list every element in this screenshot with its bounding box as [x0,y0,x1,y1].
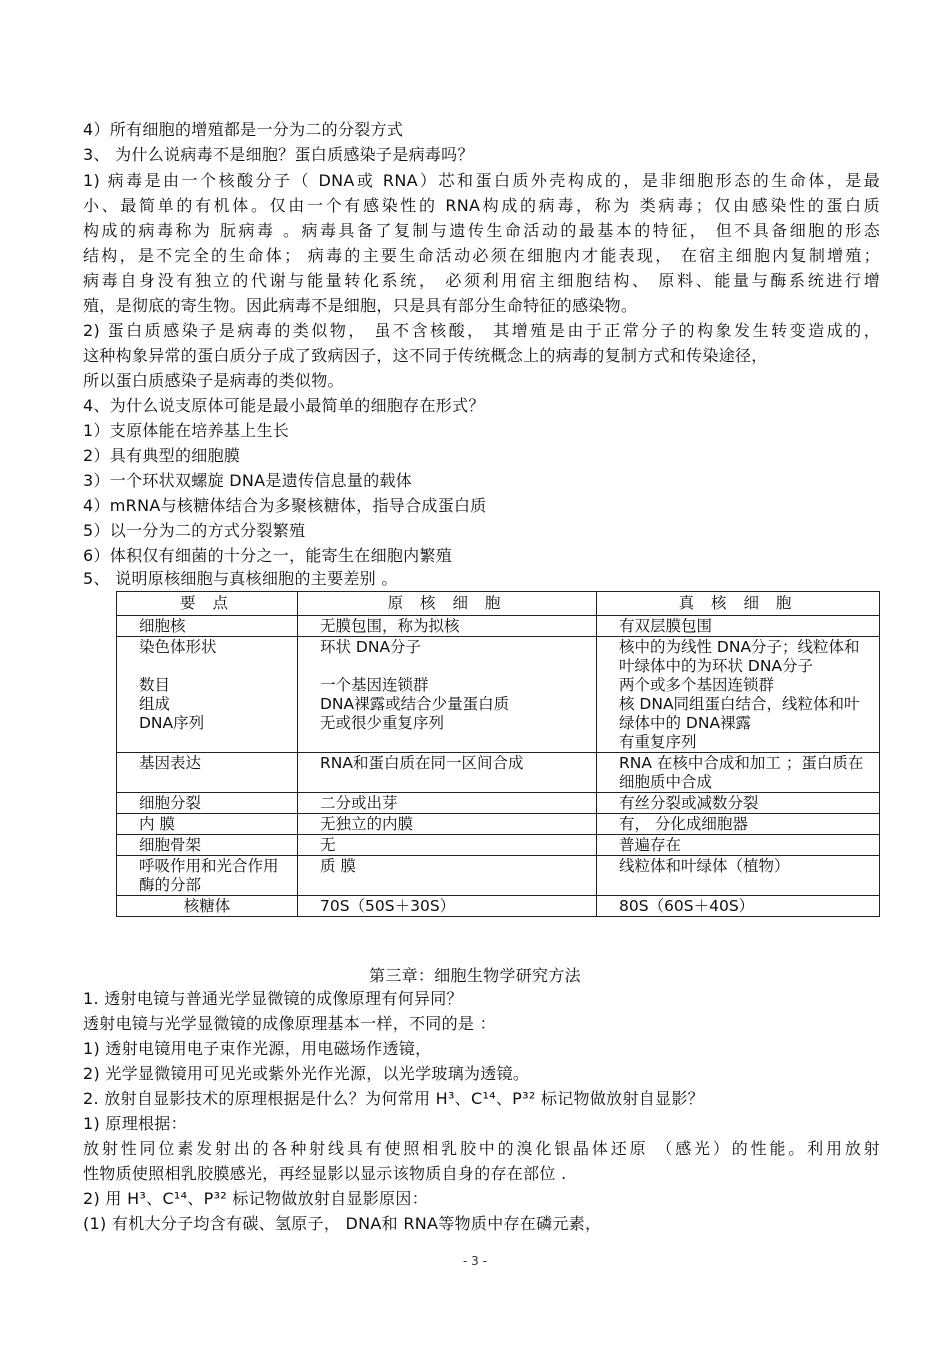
table-row [117,896,880,917]
text-line: 小、最简单的有机体。仅由一个有感染性的 RNA构成的病毒，称为 类病毒；仅由感染性的蛋白质 [83,196,880,215]
list-item: 5）以一分为二的方式分裂繁殖 [83,521,306,540]
table-cell: 呼吸作用和光合作用酶的分部 [117,856,298,896]
table-cell: 基因表达 [117,753,298,793]
table-cell: 环状 DNA分子 一个基因连锁群 DNA裸露或结合少量蛋白质 无或很少重复序列 [298,637,597,753]
table-header-cell: 真 核 细 胞 [597,592,880,616]
list-item: 1）支原体能在培养基上生长 [83,421,290,440]
table-cell: RNA和蛋白质在同一区间合成 [298,753,597,793]
table-cell: 核糖体 [117,896,298,917]
table-cell: 染色体形状 数目 组成 DNA序列 [117,637,298,753]
table-cell: 无 [298,835,597,856]
table-row [117,856,880,896]
text-line: 所以蛋白质感染子是病毒的类似物。 [83,371,344,390]
table-cell: 质 膜 [298,856,597,896]
text-line: 构成的病毒称为 朊病毒 。病毒具备了复制与遗传生命活动的最基本的特征， 但不具备细胞的形态 [83,221,880,240]
text-line: 1) 原理根据： [83,1114,187,1133]
text-line: 2) 光学显微镜用可见光或紫外光作光源，以光学玻璃为透镜。 [83,1064,530,1083]
question-heading: 1. 透射电镜与普通光学显微镜的成像原理有何异同？ [83,989,463,1008]
table-cell: 有， 分化成细胞器 [597,814,880,835]
table-row [117,616,880,637]
table-row [117,814,880,835]
table-cell: 有丝分裂或减数分裂 [597,793,880,814]
table-header-row [117,592,880,616]
text-line: 透射电镜与光学显微镜的成像原理基本一样，不同的是 ： [83,1014,496,1033]
table-cell: 细胞核 [117,616,298,637]
table-cell: 细胞分裂 [117,793,298,814]
text-line: 这种构象异常的蛋白质分子成了致病因子，这不同于传统概念上的病毒的复制方式和传染途径， [83,346,768,365]
text-line: 殖，是彻底的寄生物。因此病毒不是细胞，只是具有部分生命特征的感染物。 [83,296,638,315]
table-cell: 线粒体和叶绿体（植物） [597,856,880,896]
table-cell: 无膜包围，称为拟核 [298,616,597,637]
table-header-cell: 要 点 [117,592,298,616]
table-cell: 普遍存在 [597,835,880,856]
list-item: 2）具有典型的细胞膜 [83,446,241,465]
table-row [117,753,880,793]
text-line: 4）所有细胞的增殖都是一分为二的分裂方式 [83,120,404,139]
table-header-cell: 原 核 细 胞 [298,592,597,616]
table-row [117,835,880,856]
text-line: 2) 用 H³、C¹⁴、P³² 标记物做放射自显影原因： [83,1189,429,1208]
table-cell: 无独立的内膜 [298,814,597,835]
text-line: 2) 蛋白质感染子是病毒的类似物， 虽不含核酸， 其增殖是由于正常分子的构象发生转变造成的， [83,321,880,340]
text-line: 1) 透射电镜用电子束作光源，用电磁场作透镜， [83,1039,432,1058]
text-line: 性物质使照相乳胶膜感光，再经显影以显示该物质自身的存在部位 . [83,1164,567,1183]
question-heading: 2. 放射自显影技术的原理根据是什么？为何常用 H³、C¹⁴、P³² 标记物做放射自显影？ [83,1089,704,1108]
table-cell: RNA 在核中合成和加工 ；蛋白质在细胞质中合成 [597,753,880,793]
list-item: 3）一个环状双螺旋 DNA是遗传信息量的载体 [83,471,413,490]
text-line: 1) 病毒是由一个核酸分子（ DNA或 RNA）芯和蛋白质外壳构成的，是非细胞形态的生命体，是最 [83,171,880,190]
table-cell: 细胞骨架 [117,835,298,856]
table-row [117,637,880,753]
table-cell: 80S（60S＋40S） [597,896,880,917]
text-line: (1) 有机大分子均含有碳、氢原子， DNA和 RNA等物质中存在磷元素， [83,1214,602,1233]
table-cell: 有双层膜包围 [597,616,880,637]
table-row [117,793,880,814]
list-item: 4）mRNA与核糖体结合为多聚核糖体，指导合成蛋白质 [83,496,487,515]
question-heading: 4、为什么说支原体可能是最小最简单的细胞存在形式？ [83,396,485,415]
table-cell: 内 膜 [117,814,298,835]
table-cell: 70S（50S＋30S） [298,896,597,917]
list-item: 6）体积仅有细菌的十分之一，能寄生在细胞内繁殖 [83,546,453,565]
page-number: - 3 - [463,1254,487,1268]
text-line: 结构，是不完全的生命体； 病毒的主要生命活动必须在细胞内才能表现， 在宿主细胞内复制增殖； [83,246,880,265]
table-cell: 二分或出芽 [298,793,597,814]
table-cell: 核中的为线性 DNA分子；线粒体和叶绿体中的为环状 DNA分子 两个或多个基因连锁群 核 DNA同组蛋白结合，线粒体和叶绿体中的 DNA裸露 有重复序列 [597,637,880,753]
comparison-table [116,591,880,917]
question-heading: 5、 说明原核细胞与真核细胞的主要差别 。 [83,569,398,588]
text-line: 放射性同位素发射出的各种射线具有使照相乳胶中的溴化银晶体还原 （感光）的性能。利用放射 [83,1139,880,1158]
chapter-title: 第三章：细胞生物学研究方法 [369,966,581,985]
question-heading: 3、 为什么说病毒不是细胞？蛋白质感染子是病毒吗？ [83,145,474,164]
text-line: 病毒自身没有独立的代谢与能量转化系统， 必须利用宿主细胞结构、 原料、能量与酶系统进行增 [83,271,880,290]
